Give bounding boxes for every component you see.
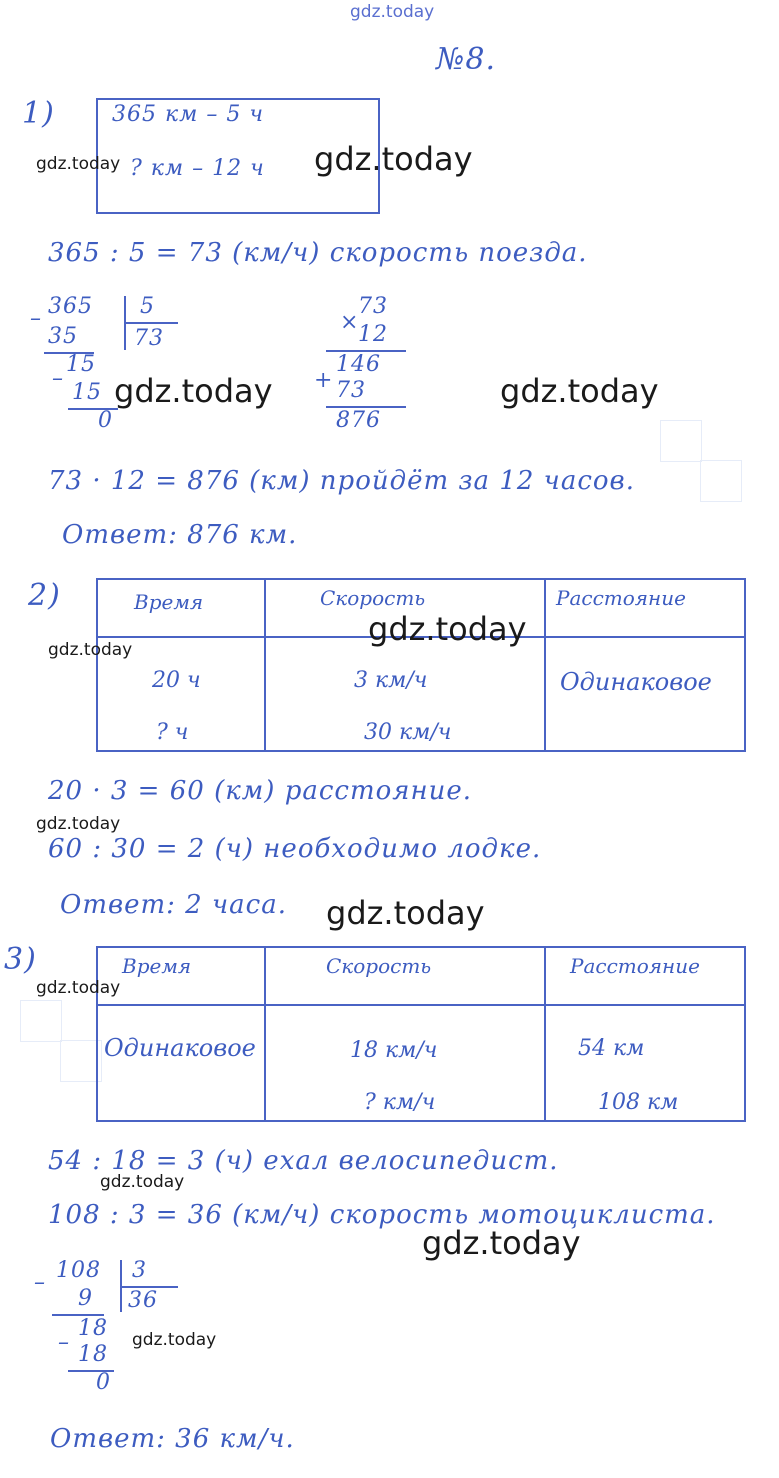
- part3-row2-speed: ? км/ч: [364, 1090, 436, 1115]
- part2-row1-speed: 3 км/ч: [354, 668, 428, 693]
- watermark: gdz.today: [114, 372, 273, 410]
- part1-div-dividend: 365: [48, 294, 93, 319]
- part2-distance: Одинаковое: [560, 668, 712, 696]
- part2-step2: 60 : 30 = 2 (ч) необходимо лодке.: [48, 834, 542, 864]
- minus-sign: –: [58, 1330, 70, 1355]
- watermark: gdz.today: [132, 1330, 217, 1350]
- part1-div-sub2: 15: [72, 380, 102, 405]
- part3-step2: 108 : 3 = 36 (км/ч) скорость мотоциклиста.: [48, 1200, 716, 1230]
- part3-header-speed: Скорость: [326, 954, 432, 978]
- part1-mul-p2: 73: [336, 378, 366, 403]
- part1-div-divisor: 5: [140, 294, 155, 319]
- part3-row2-distance: 108 км: [598, 1090, 679, 1115]
- part3-div-quotient: 36: [128, 1288, 158, 1313]
- part3-row1-speed: 18 км/ч: [350, 1038, 438, 1063]
- part3-div-rem2: 0: [96, 1370, 111, 1395]
- part1-div-sub1: 35: [48, 324, 78, 349]
- table-col-line: [264, 946, 266, 1120]
- part3-label: 3): [4, 942, 37, 977]
- part1-mul-p1: 146: [336, 352, 381, 377]
- part2-step1: 20 · 3 = 60 (км) расстояние.: [48, 776, 473, 806]
- part1-mul-result: 876: [336, 408, 381, 433]
- part2-header-distance: Расстояние: [556, 586, 686, 610]
- minus-sign: –: [52, 366, 64, 391]
- part1-box-line1: 365 км – 5 ч: [112, 102, 265, 127]
- part3-div-rem1: 18: [78, 1316, 108, 1341]
- watermark: gdz.today: [326, 894, 485, 932]
- watermark: gdz.today: [100, 1172, 185, 1192]
- part3-row1-distance: 54 км: [578, 1036, 645, 1061]
- part1-mul-a: 73: [358, 294, 388, 319]
- watermark: gdz.today: [36, 154, 121, 174]
- table-col-line: [544, 578, 546, 750]
- part1-div-rem2: 0: [98, 408, 113, 433]
- minus-sign: –: [34, 1270, 46, 1295]
- part2-row2-speed: 30 км/ч: [364, 720, 452, 745]
- part1-step2: 73 · 12 = 876 (км) пройдёт за 12 часов.: [48, 466, 635, 496]
- table-col-line: [264, 578, 266, 750]
- times-sign: ×: [340, 310, 360, 335]
- bg-grid-cell: [20, 1000, 62, 1042]
- table-col-line: [544, 946, 546, 1120]
- minus-sign: –: [30, 306, 42, 331]
- bg-grid-cell: [700, 460, 742, 502]
- watermark: gdz.today: [36, 978, 121, 998]
- watermark: gdz.today: [368, 610, 527, 648]
- plus-sign: +: [314, 368, 334, 393]
- part1-div-quotient: 73: [134, 326, 164, 351]
- part2-label: 2): [28, 578, 61, 613]
- part1-step1: 365 : 5 = 73 (км/ч) скорость поезда.: [48, 238, 588, 268]
- part3-div-sub2: 18: [78, 1342, 108, 1367]
- part1-div-rem1: 15: [66, 352, 96, 377]
- part3-header-time: Время: [122, 954, 192, 978]
- table-row-line: [96, 1004, 744, 1006]
- watermark: gdz.today: [48, 640, 133, 660]
- part2-header-time: Время: [134, 590, 204, 614]
- part3-step1: 54 : 18 = 3 (ч) ехал велосипедист.: [48, 1146, 559, 1176]
- part1-label: 1): [22, 96, 55, 131]
- part3-div-sub1: 9: [78, 1286, 93, 1311]
- part1-mul-b: 12: [358, 322, 388, 347]
- part1-answer: Ответ: 876 км.: [62, 520, 298, 550]
- part1-box-line2: ? км – 12 ч: [130, 156, 265, 181]
- watermark-top: gdz.today: [350, 2, 435, 22]
- part2-row1-time: 20 ч: [152, 668, 201, 693]
- problem-number: №8.: [436, 42, 497, 77]
- watermark: gdz.today: [422, 1224, 581, 1262]
- part3-div-dividend: 108: [56, 1258, 101, 1283]
- division-bar: [124, 322, 178, 324]
- part3-time: Одинаковое: [104, 1034, 256, 1062]
- watermark: gdz.today: [36, 814, 121, 834]
- part3-header-distance: Расстояние: [570, 954, 700, 978]
- part2-row2-time: ? ч: [156, 720, 189, 745]
- part3-div-divisor: 3: [132, 1258, 147, 1283]
- watermark: gdz.today: [314, 140, 473, 178]
- watermark: gdz.today: [500, 372, 659, 410]
- part2-header-speed: Скорость: [320, 586, 426, 610]
- bg-grid-cell: [660, 420, 702, 462]
- part2-answer: Ответ: 2 часа.: [60, 890, 287, 920]
- part3-answer: Ответ: 36 км/ч.: [50, 1424, 295, 1454]
